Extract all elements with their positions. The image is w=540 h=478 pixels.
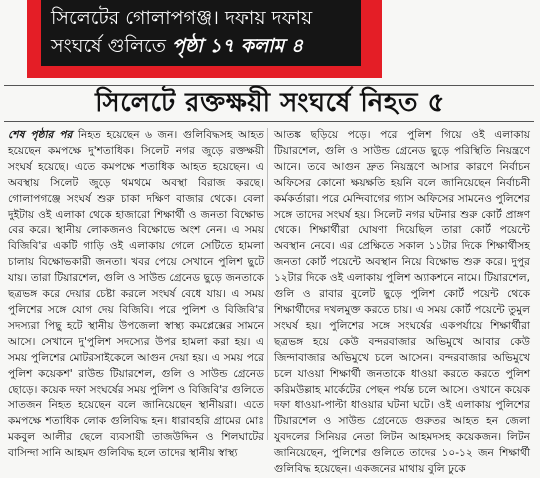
- article-column-1: [8, 128, 264, 460]
- banner-page-reference: পৃষ্ঠা ১৭ কলাম ৪: [172, 35, 304, 57]
- column-1-text: নিহত হয়েছেন ৬ জন। গুলিবিদ্ধসহ আহত হয়েছেন কমপক্ষে দু'শতাধিক। সিলেট নগর জুড়ে রক্তক্ষয়ী সংঘর্ষ হয়েছে। এতে কমপক্ষে শতাধিক আহত হয়েছেন। এ অবস্থায় সিলেট জুড়ে থমথমে অবস্থা বিরাজ করছে। গোলাপগঞ্জে সংঘর্ষ শুরু চাকা দক্ষিণ বাজার থেকে। বেলা দুইটায় ওই এলাকা থেকে হাজারো শিক্ষার্থী ও জনতা বিক্ষোভ বের করে। স্থানীয় লোকজনও বিক্ষোভে অংশ নেন। এ সময় বিজিবি'র একটি গাড়ি ওই এলাকায় গেলে সেটিতে হামলা চালায় বিক্ষোভকারী জনতা। খবর পেয়ে সেখানে পুলিশ ছুটে যায়। তারা টিয়ারশেল, গুলি ও সাউন্ড গ্রেনেড ছুড়ে জনতাকে ছত্রভঙ্গ করে দেয়ার চেষ্টা করলে সংঘর্ষ বেধে যায়। এ সময় পুলিশের সঙ্গে যোগ দেয় বিজিবি। পরে পুলিশ ও বিজিবি'র সদস্যরা পিছু হটে স্থানীয় উপজেলা স্বাস্থ্য কমপ্লেক্সের সামনে আসে। সেখানে দু'পুলিশ সদস্যের উপর হামলা করা হয়। এ সময় পুলিশের মোটরসাইকেলে আগুন দেয়া হয়। এ সময় পরে পুলিশ কয়েকশ' রাউন্ড টিয়ারশেল, গুলি ও সাউন্ড গ্রেনেড ছোড়ে। কয়েক দফা সংঘর্ষের সময় পুলিশ ও বিজিবি'র গুলিতে সাতজন নিহত হয়েছেন বলে জানিয়েছেন স্থানীয়রা। এতে কমপক্ষে শতাধিক লোক গুলিবিদ্ধ হন। ধারাবহরি গ্রামের মোঃ মকবুল আলীর ছেলে ব্যবসায়ী তাজউদ্দিন ও শিলঘাটের বাসিন্দা সানি আহমদ গুলিবিদ্ধ হলে তাদের স্থানীয় স্বাস্থ্য: [8, 129, 264, 460]
- column-2-text: আতঙ্ক ছড়িয়ে পড়ে। পরে পুলিশ গিয়ে ওই এলাকায় টিয়ারশেল, গুলি ও সাউন্ড গ্রেনেড ছুড়ে পরিস্থিতি নিয়ন্ত্রণে আনে। তবে আগুন দ্রুত নিয়ন্ত্রণে আসার কারণে নির্বাচন অফিসের কোনো ক্ষয়ক্ষতি হয়নি বলে জানিয়েছেন নির্বাচনী কর্মকর্তারা। পরে মেন্দিবাগের গ্যাস অফিসের সামনেও পুলিশের সঙ্গে তাদের সংঘর্ষ হয়। সিলেট নগর ঘটনার শুরু কোর্ট প্রাঙ্গণ থেকে। শিক্ষার্থীরা ঘোষণা দিয়েছিল তারা কোর্ট পয়েন্টে অবস্থান নেবে। এর প্রেক্ষিতে সকাল ১১টার দিকে শিক্ষার্থীসহ জনতা কোর্ট পয়েন্টে অবস্থান নিয়ে বিক্ষোভ শুরু করে। দুপুর ১২টার দিকে ওই এলাকায় পুলিশ অ্যাকশনে নামে। টিয়ারশেল, গুলি ও রাবার বুলেট ছুড়ে পুলিশ কোর্ট পয়েন্ট থেকে শিক্ষার্থীদের দখলমুক্ত করতে চায়। এ সময় কোর্ট পয়েন্টে তুমুল সংঘর্ষ হয়। পুলিশের সঙ্গে সংঘর্ষের একপর্যায়ে শিক্ষার্থীরা ছত্রভঙ্গ হয়ে কেউ বন্দরবাজার অভিমুখে আবার কেউ জিন্দাবাজার অভিমুখে চলে আসেন। বন্দরবাজার অভিমুখে চলে যাওয়া শিক্ষার্থী জনতাকে ধাওয়া করতে করতে পুলিশ করিমউল্লাহ মার্কেটের পেছন পর্যন্ত চলে আসে। ওখানে কয়েক দফা ধাওয়া-পাল্টা ধাওয়ার ঘটনা ঘটে। ওই এলাকায় পুলিশের টিয়ারশেল ও সাউন্ড গ্রেনেডে গুরুতর আহত হন জেলা যুবদলের সিনিয়র নেতা লিটন আহমদসহ কয়েকজন। লিটন জানিয়েছেন, পুলিশের গুলিতে তাদের ১০-১২ জন শিক্ষার্থী গুলিবিদ্ধ হয়েছেন। একজনের মাথায় বুলি ঢুকে: [274, 129, 530, 476]
- banner-box: [41, 0, 361, 66]
- continuation-lead: শেষ পৃষ্ঠার পর: [8, 129, 73, 141]
- article-column-2: [274, 128, 530, 476]
- column-divider: [267, 128, 268, 440]
- article-paragraph-1: [8, 128, 264, 462]
- banner-line-1: সিলেটের গোলাপগঞ্জ। দফায় দফায়: [51, 7, 313, 29]
- cross-reference-banner: [27, 0, 382, 78]
- banner-line-2: [51, 32, 351, 60]
- article-headline: সিলেটে রক্তক্ষয়ী সংঘর্ষে নিহত ৫: [95, 88, 445, 118]
- banner-line-2-text: সংঘর্ষে গুলিতে: [51, 35, 166, 57]
- headline-bottom-rule: [4, 121, 534, 122]
